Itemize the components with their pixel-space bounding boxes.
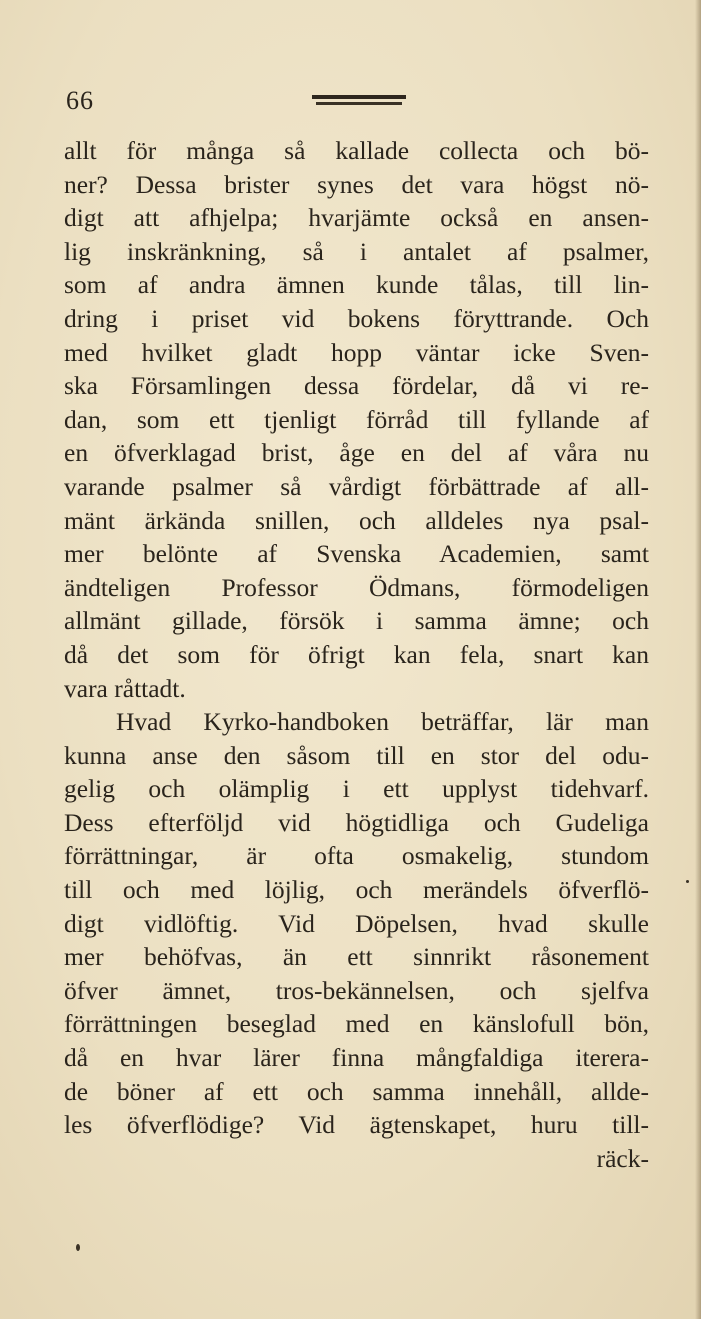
- text-line: med hvilket gladt hopp väntar icke Sven-: [64, 337, 649, 367]
- text-line: förrättningar, är ofta osmakelig, stundom: [64, 841, 649, 871]
- text-line: öfver ämnet, tros-bekännelsen, och sjelfva: [64, 975, 649, 1005]
- text-line: då det som för öfrigt kan fela, snart kan: [64, 639, 649, 669]
- text-line: en öfverklagad brist, åge en del af våra nu: [64, 438, 649, 468]
- text-line: ska Församlingen dessa fördelar, då vi re-: [64, 371, 649, 401]
- header-ornament-rule: [312, 95, 406, 107]
- text-line: allmänt gillade, försök i samma ämne; och: [64, 606, 649, 636]
- text-line: dan, som ett tjenligt förråd till fyllande af: [64, 404, 649, 434]
- text-line: förrättningen beseglad med en känslofull bön,: [64, 1009, 649, 1039]
- text-line: lig inskränkning, så i antalet af psalmer,: [64, 236, 649, 266]
- text-line: mer behöfvas, än ett sinnrikt råsonement: [64, 942, 649, 972]
- text-line: mer belönte af Svenska Academien, samt: [64, 539, 649, 569]
- paragraph-end-line: vara råttadt.: [64, 673, 186, 703]
- text-line: mänt ärkända snillen, och alldeles nya psal-: [64, 505, 649, 535]
- ink-speck: [76, 1244, 80, 1251]
- paragraph-start-line: Hvad Kyrko-handboken beträffar, lär man: [116, 707, 649, 737]
- ink-speck: [686, 880, 689, 883]
- text-line: ner? Dessa brister synes det vara högst nö-: [64, 169, 649, 199]
- text-line: gelig och olämplig i ett upplyst tidehvarf.: [64, 774, 649, 804]
- text-line: ändteligen Professor Ödmans, förmodeligen: [64, 572, 649, 602]
- text-line: varande psalmer så vårdigt förbättrade af all-: [64, 471, 649, 501]
- text-line: som af andra ämnen kunde tålas, till lin-: [64, 270, 649, 300]
- text-line: till och med löjlig, och merändels öfverflö-: [64, 875, 649, 905]
- text-line: de böner af ett och samma innehåll, allde-: [64, 1076, 649, 1106]
- text-line: digt att afhjelpa; hvarjämte också en ansen-: [64, 203, 649, 233]
- text-line: les öfverflödige? Vid ägtenskapet, huru till-: [64, 1110, 649, 1140]
- catchword: räck-: [596, 1143, 649, 1173]
- text-line: Dess efterföljd vid högtidliga och Gudeliga: [64, 807, 649, 837]
- text-line: då en hvar lärer finna mångfaldiga iterera-: [64, 1043, 649, 1073]
- text-line: kunna anse den såsom till en stor del odu-: [64, 740, 649, 770]
- text-line: allt för många så kallade collecta och bö-: [64, 136, 649, 165]
- text-line: digt vidlöftig. Vid Döpelsen, hvad skulle: [64, 908, 649, 938]
- text-line: dring i priset vid bokens föryttrande. Och: [64, 303, 649, 333]
- page-edge-shadow: [695, 0, 701, 1319]
- body-text: [64, 134, 649, 1175]
- page-number: 66: [66, 86, 94, 115]
